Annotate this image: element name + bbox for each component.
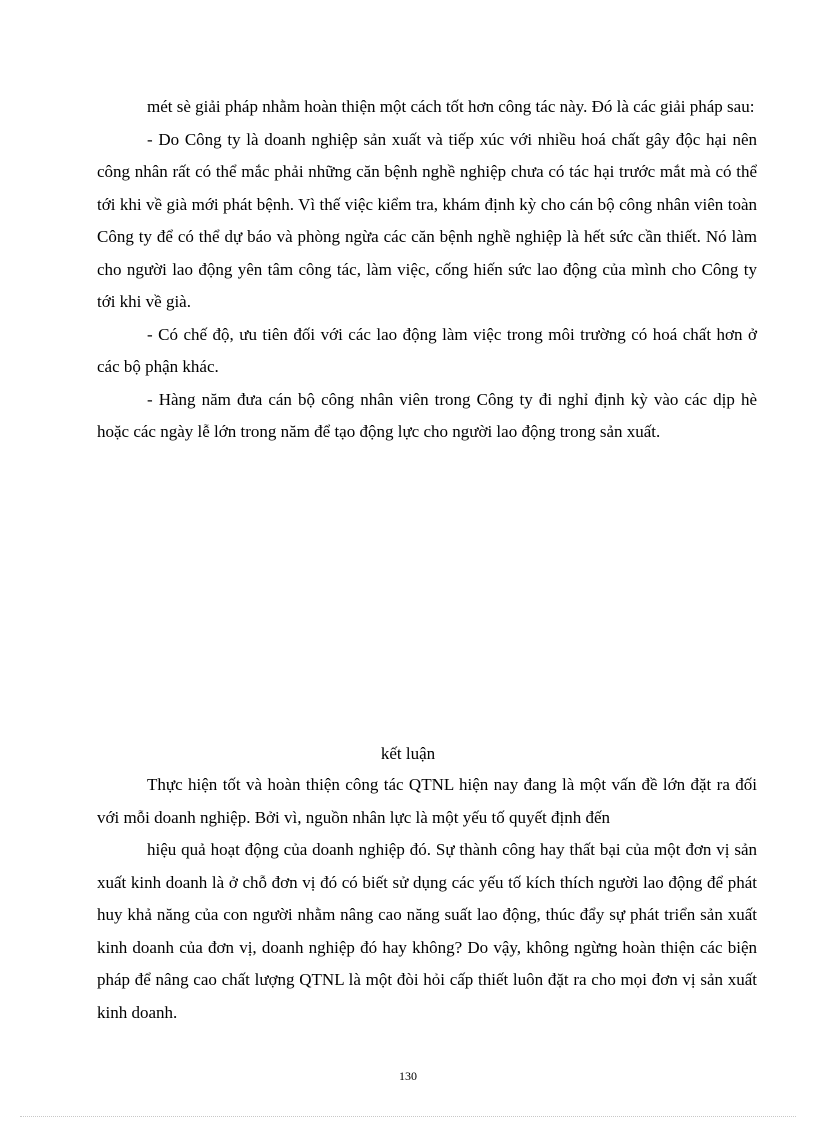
solution-priority-paragraph: - Có chế độ, ưu tiên đối với các lao động làm việc trong môi trường có hoá chất hơn ở các bộ phận khác.	[97, 324, 757, 376]
solutions-section	[97, 91, 757, 449]
page-bottom-border	[20, 1116, 796, 1117]
solution-health-check-paragraph: - Do Công ty là doanh nghiệp sản xuất và tiếp xúc với nhiều hoá chất gây độc hại nên công nhân rất có thể mắc phải những căn bệnh nghề nghiệp chưa có tác hại trước mắt mà có thể tới khi về già mới phát bệnh. Vì thế việc kiểm tra, khám định kỳ cho cán bộ công nhân viên toàn Công ty để có thể dự báo và phòng ngừa các căn bệnh nghề nghiệp là hết sức cần thiết. Nó làm cho người lao động yên tâm công tác, làm việc, cống hiến sức lao động của mình cho Công ty tới khi về già.	[97, 129, 757, 311]
page-number: 130	[399, 1069, 417, 1083]
conclusion-paragraph-1: Thực hiện tốt và hoàn thiện công tác QTNL hiện nay đang là một vấn đề lớn đặt ra đối với mỗi doanh nghiệp. Bởi vì, nguồn nhân lực là một yếu tố quyết định đến	[97, 775, 757, 827]
conclusion-paragraph-2: hiệu quả hoạt động của doanh nghiệp đó. Sự thành công hay thất bại của một đơn vị sản xuất kinh doanh là ở chỗ đơn vị đó có biết sử dụng các yếu tố kích thích người lao động để phát huy khả năng của con người nhằm nâng cao năng suất lao động, thúc đẩy sự phát triển sản xuất kinh doanh của đơn vị, doanh nghiệp đó hay không? Do vậy, không ngừng hoàn thiện các biện pháp để nâng cao chất lượng QTNL là một đòi hỏi cấp thiết luôn đặt ra cho mọi đơn vị sản xuất kinh doanh.	[97, 840, 757, 1022]
conclusion-heading: kết luận	[380, 744, 436, 763]
intro-paragraph: mét sè giải pháp nhằm hoàn thiện một cách tốt hơn công tác này. Đó là các giải pháp sau:	[147, 97, 755, 116]
solution-vacation-paragraph: - Hàng năm đưa cán bộ công nhân viên trong Công ty đi nghỉ định kỳ vào các dịp hè hoặc các ngày lễ lớn trong năm để tạo động lực cho người lao động trong sản xuất.	[97, 389, 757, 441]
conclusion-section	[97, 769, 757, 1029]
